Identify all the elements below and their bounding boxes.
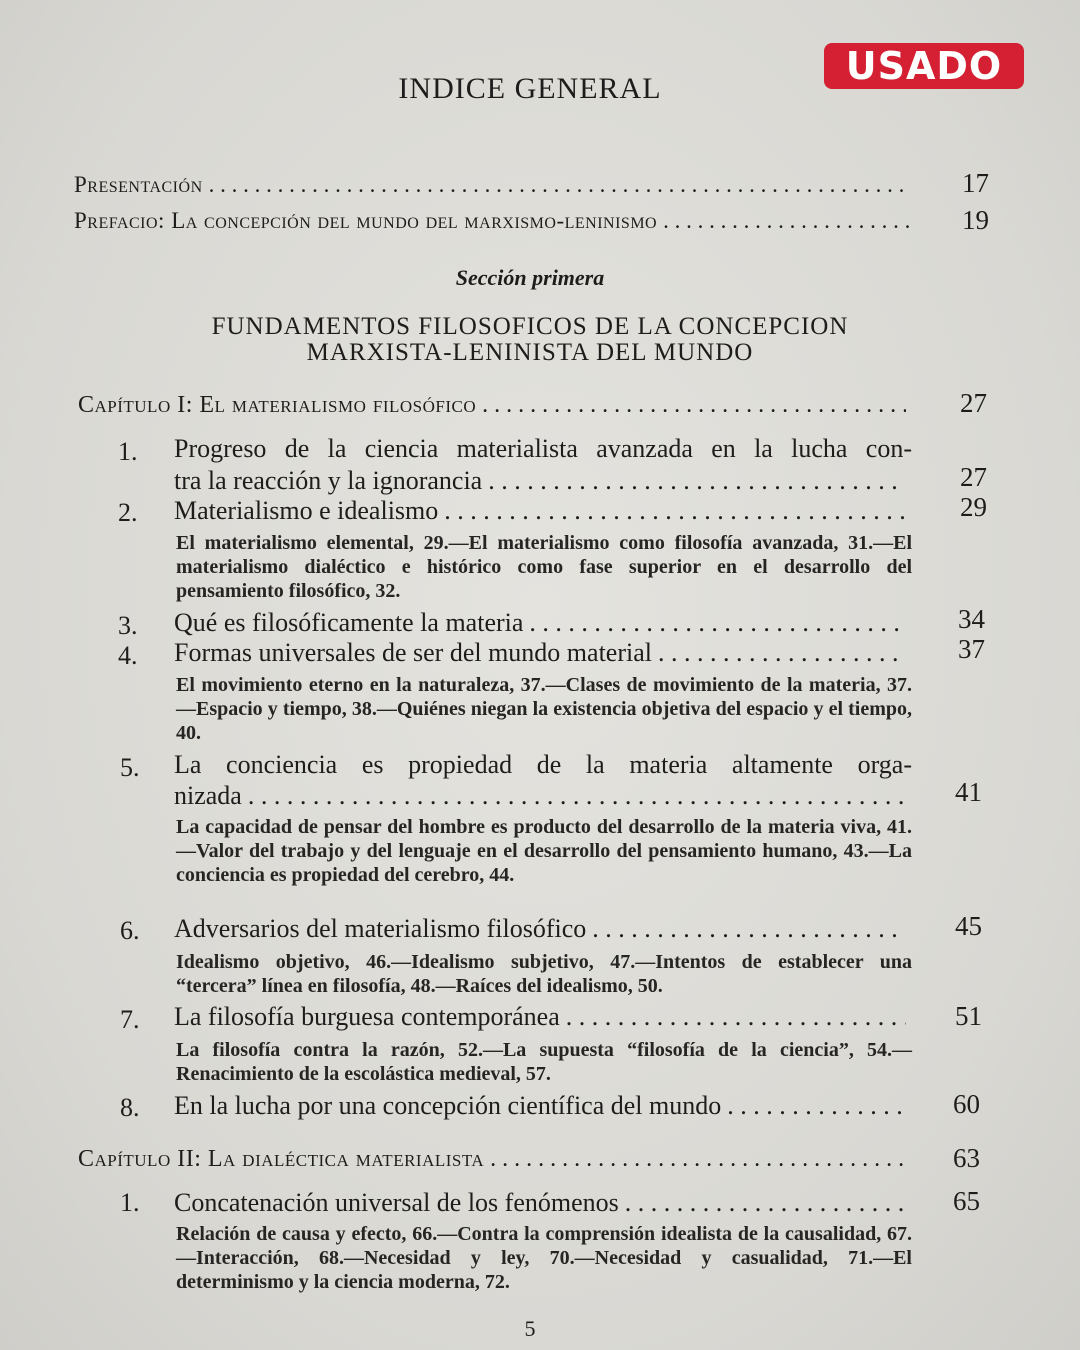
toc-item-line: La filosofía burguesa contemporánea [174,1002,560,1031]
toc-entry-label: Presentación [74,172,203,197]
item-number: 4. [118,641,138,670]
leader-dots [592,914,906,944]
toc-item-line: tra la reacción y la ignorancia [174,466,483,495]
toc-item [174,608,912,638]
toc-item-continuation [174,466,912,496]
toc-page-number: 27 [960,388,987,418]
section-title-line: MARXISTA-LENINISTA DEL MUNDO [306,339,754,366]
page-title: INDICE GENERAL [398,72,662,105]
toc-page-number: 29 [960,492,987,522]
section-title [0,314,1060,366]
toc-entry-label: Prefacio: La concepción del mundo del marxismo-leninismo [74,208,658,233]
toc-item [174,914,912,944]
toc-page-number: 41 [955,777,982,807]
item-number: 2. [118,498,138,527]
toc-page-number: 60 [953,1089,980,1119]
item-number: 5. [120,753,140,782]
item-number: 8. [120,1093,140,1122]
toc-item-line: nizada [174,781,242,810]
leader-dots [625,1188,906,1218]
toc-page-number: 37 [958,634,985,664]
leader-dots [490,1146,906,1173]
chapter-title: Capítulo I: El materialismo filosófico [78,392,477,418]
toc-subentries: La filosofía contra la razón, 52.—La supuesta “filosofía de la ciencia”, 54.—Renacimiento de la escolástica medieval, 57. [176,1039,912,1085]
leader-dots [488,466,906,496]
chapter-title: Capítulo II: La dialéctica materialista [78,1146,485,1172]
toc-page-number: 51 [955,1001,982,1031]
leader-dots [529,608,906,638]
section-label: Sección primera [455,265,605,290]
toc-subentries: La capacidad de pensar del hombre es producto del desarrollo de la materia viva, 41.—Valor del trabajo y del lenguaje en el desarrollo del pensamiento humano, 43.—La conciencia es propiedad del cerebro, 44. [176,816,912,886]
toc-item-line: Concatenación universal de los fenómenos [174,1188,619,1217]
item-number: 1. [118,437,138,466]
chapter-heading [78,392,912,419]
leader-dots [209,172,910,198]
item-number: 3. [118,611,138,640]
section-title-line: FUNDAMENTOS FILOSOFICOS DE LA CONCEPCION [211,313,849,340]
toc-subentries: El movimiento eterno en la naturaleza, 37.—Clases de movimiento de la materia, 37.—Espacio y tiempo, 38.—Quiénes niegan la existencia objetiva del espacio y el tiempo, 40. [176,674,912,744]
leader-dots [482,392,906,419]
toc-item-line: Progreso de la ciencia materialista avanzada en la lucha con- [174,434,912,463]
leader-dots [658,638,906,668]
toc-item [174,434,912,464]
toc-item [174,638,912,668]
toc-subentries: El materialismo elemental, 29.—El materialismo como filosofía avanzada, 31.—El materialismo dialéctico e histórico como fase superior en el desarrollo del pensamiento filosófico, 32. [176,532,912,602]
toc-item-continuation [174,781,912,811]
toc-item [174,750,912,780]
toc-item-line: Formas universales de ser del mundo material [174,638,652,667]
item-number: 7. [120,1005,140,1034]
toc-item-line: En la lucha por una concepción científica del mundo [174,1091,722,1120]
toc-page-number: 65 [953,1186,980,1216]
item-number: 1. [120,1188,140,1217]
toc-entry-presentacion [74,172,916,198]
toc-item-line: Adversarios del materialismo filosófico [174,914,587,943]
leader-dots [727,1091,906,1121]
toc-subentries: Relación de causa y efecto, 66.—Contra la comprensión idealista de la causalidad, 67.—Interacción, 68.—Necesidad y ley, 70.—Necesidad y casualidad, 71.—El determinismo y la ciencia moderna, 72. [176,1223,912,1293]
page-folio: 5 [524,1316,536,1341]
toc-page-number: 45 [955,911,982,941]
toc-item-line: La conciencia es propiedad de la materia altamente orga- [174,750,912,779]
toc-item-line: Qué es filosóficamente la materia [174,608,524,637]
leader-dots [663,208,910,234]
chapter-heading [78,1146,912,1173]
toc-item [174,496,912,526]
toc-item [174,1188,912,1218]
toc-page-number: 17 [962,168,989,198]
item-number: 6. [120,916,140,945]
toc-item-line: Materialismo e idealismo [174,496,439,525]
toc-page-number: 27 [960,462,987,492]
toc-page-number: 63 [953,1143,980,1173]
toc-item [174,1091,912,1121]
leader-dots [566,1002,906,1032]
toc-page-number: 34 [958,604,985,634]
toc-item [174,1002,912,1032]
toc-page-number: 19 [962,205,989,235]
used-badge: USADO [824,43,1024,89]
toc-entry-prefacio [74,208,916,234]
toc-subentries: Idealismo objetivo, 46.—Idealismo subjetivo, 47.—Intentos de establecer una “tercera” línea en filosofía, 48.—Raíces del idealismo, 50. [176,951,912,997]
leader-dots [248,781,906,811]
leader-dots [444,496,906,526]
